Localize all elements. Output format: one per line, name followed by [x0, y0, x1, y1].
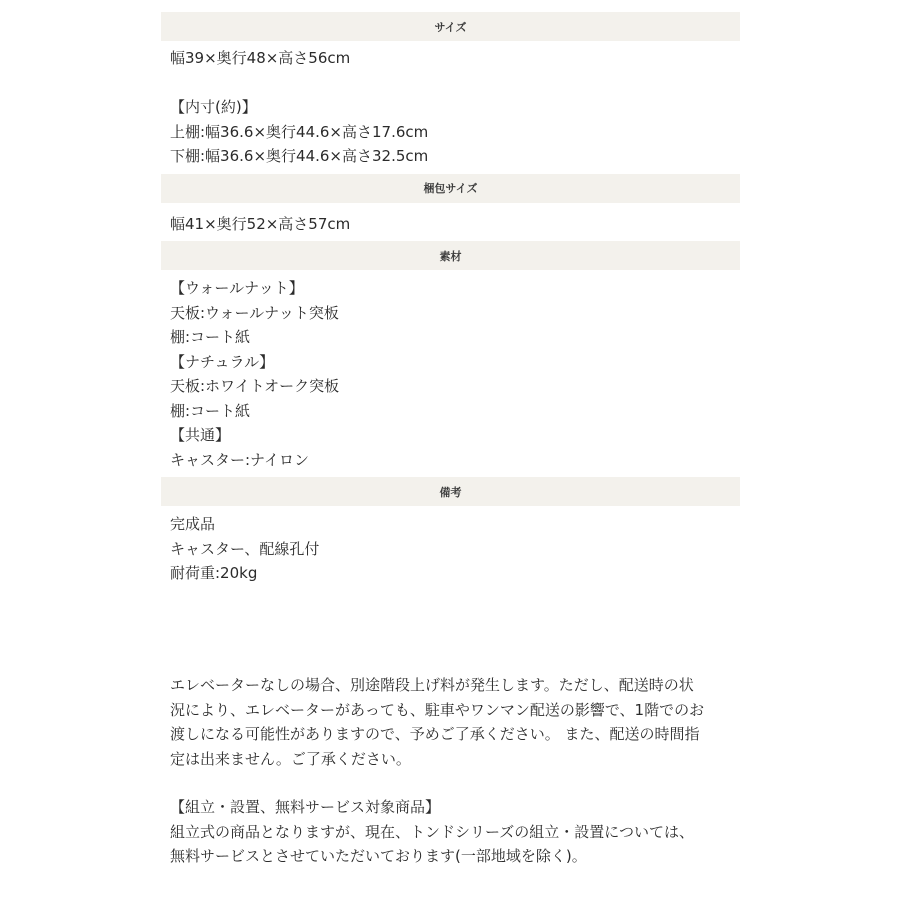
spec-line: 上棚:幅36.6×奥行44.6×高さ17.6cm: [170, 122, 429, 141]
note-line: 組立式の商品となりますが、現在、トンドシリーズの組立・設置については、: [170, 822, 694, 841]
spec-line: キャスター:ナイロン: [170, 450, 310, 469]
spec-line: 天板:ホワイトオーク突板: [170, 377, 340, 395]
section-header-label: 梱包サイズ: [423, 182, 478, 195]
spec-line: 完成品: [170, 515, 216, 533]
note-line: 【組立・設置、無料サービス対象商品】: [170, 798, 441, 816]
section-header-material: [161, 241, 740, 270]
note-line: 渡しになる可能性がありますので、予めご了承ください。 また、配送の時間指: [170, 725, 700, 743]
section-header-label: 備考: [439, 485, 462, 499]
note-line: エレベーターなしの場合、別途階段上げ料が発生します。ただし、配送時の状: [170, 676, 694, 694]
section-header-size: [161, 12, 740, 41]
delivery-notes: [170, 673, 770, 869]
spec-line: 耐荷重:20kg: [170, 564, 258, 582]
section-header-package-size: [161, 174, 740, 203]
note-line: 定は出来ません。ご了承ください。: [170, 749, 411, 768]
spec-line: [170, 71, 740, 96]
spec-line: 【共通】: [170, 426, 231, 444]
section-body-package-size: [161, 203, 740, 242]
section-body-size: [161, 41, 740, 174]
spec-line: 幅39×奥行48×高さ56cm: [170, 49, 351, 67]
section-body-material: [161, 270, 740, 477]
section-header-label: サイズ: [434, 20, 467, 34]
section-body-remarks: [161, 506, 740, 586]
spec-line: 【ナチュラル】: [170, 352, 275, 371]
note-line: 無料サービスとさせていただいております(一部地域を除く)。: [170, 847, 587, 865]
spec-table: [161, 12, 740, 586]
spec-line: 【内寸(約)】: [170, 98, 257, 116]
note-line: 況により、エレベーターがあっても、駐車やワンマン配送の影響で、1階でのお: [170, 700, 705, 719]
spec-line: 幅41×奥行52×高さ57cm: [170, 214, 351, 233]
section-header-label: 素材: [439, 249, 462, 263]
spacer: [170, 771, 770, 795]
spec-line: 棚:コート紙: [170, 328, 251, 346]
spec-line: 【ウォールナット】: [170, 279, 304, 297]
spec-line: 天板:ウォールナット突板: [170, 303, 339, 322]
spec-line: キャスター、配線孔付: [170, 539, 320, 558]
spec-line: 棚:コート紙: [170, 401, 251, 420]
section-header-remarks: [161, 477, 740, 506]
spec-line: 下棚:幅36.6×奥行44.6×高さ32.5cm: [170, 147, 429, 165]
